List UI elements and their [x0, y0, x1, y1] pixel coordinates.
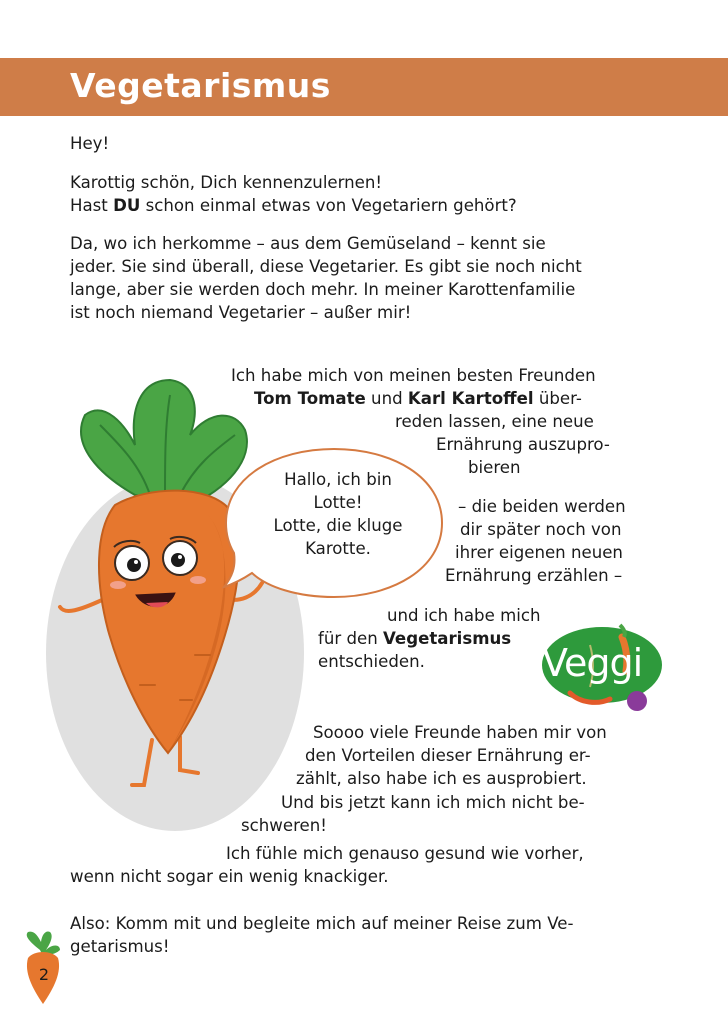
story-line: bieren	[468, 458, 521, 477]
emphasis-vegetarismus: Vegetarismus	[383, 629, 512, 648]
story-line: Ernährung auszupro-	[436, 435, 610, 454]
intro-line: Karottig schön, Dich kennenzulernen!	[70, 173, 383, 192]
story-line: den Vorteilen dieser Ernährung er-	[305, 746, 591, 765]
text-span: und	[365, 389, 408, 408]
intro-line	[70, 194, 670, 217]
title-banner	[0, 58, 728, 116]
intro-line: Da, wo ich herkomme – aus dem Gemüseland – kennt sie	[70, 234, 546, 253]
story-line: ihrer eigenen neuen	[455, 543, 623, 562]
story-line: Ernährung erzählen –	[445, 566, 623, 585]
story-line: wenn nicht sogar ein wenig knackiger.	[70, 867, 389, 886]
story-line: dir später noch von	[460, 520, 622, 539]
story-line: Und bis jetzt kann ich mich nicht be-	[281, 793, 585, 812]
intro-paragraph-2	[70, 171, 670, 217]
greeting-text: Hey!	[70, 134, 110, 153]
intro-line: jeder. Sie sind überall, diese Vegetarier. Es gibt sie noch nicht	[70, 257, 582, 276]
story-line	[254, 387, 582, 410]
intro-line: ist noch niemand Vegetarier – außer mir!	[70, 303, 412, 322]
closing-line: Also: Komm mit und begleite mich auf meiner Reise zum Ve-	[70, 914, 574, 933]
text-span: Hast	[70, 196, 114, 215]
friend-karl-kartoffel: Karl Kartoffel	[407, 389, 534, 408]
bubble-line: Lotte!	[313, 493, 363, 512]
bubble-line: Karotte.	[305, 539, 371, 558]
story-line: Ich habe mich von meinen besten Freunden	[231, 366, 596, 385]
bubble-line: Lotte, die kluge	[273, 516, 403, 535]
story-line: Ich fühle mich genauso gesund wie vorher,	[226, 844, 584, 863]
story-line	[318, 627, 511, 650]
emphasis-du: DU	[113, 196, 141, 215]
text-span: schon einmal etwas von Vegetariern gehört?	[140, 196, 517, 215]
story-line: zählt, also habe ich es ausprobiert.	[296, 769, 587, 788]
friend-tom-tomate: Tom Tomate	[254, 389, 366, 408]
intro-line: lange, aber sie werden doch mehr. In meiner Karottenfamilie	[70, 280, 576, 299]
story-line: reden lassen, eine neue	[395, 412, 594, 431]
page-number: 2	[38, 965, 50, 984]
story-line: Soooo viele Freunde haben mir von	[313, 723, 607, 742]
story-line: – die beiden werden	[458, 497, 626, 516]
text-span: für den	[318, 629, 383, 648]
page-title: Vegetarismus	[70, 66, 331, 105]
intro-paragraph-3	[70, 232, 670, 324]
text-span: über-	[533, 389, 582, 408]
story-line: und ich habe mich	[387, 606, 541, 625]
bubble-line: Hallo, ich bin	[284, 470, 392, 489]
veggi-badge-text: Veggi	[542, 641, 643, 685]
story-line: entschieden.	[318, 652, 425, 671]
speech-bubble-text	[248, 468, 428, 560]
closing-line: getarismus!	[70, 937, 170, 956]
story-line: schweren!	[241, 816, 327, 835]
